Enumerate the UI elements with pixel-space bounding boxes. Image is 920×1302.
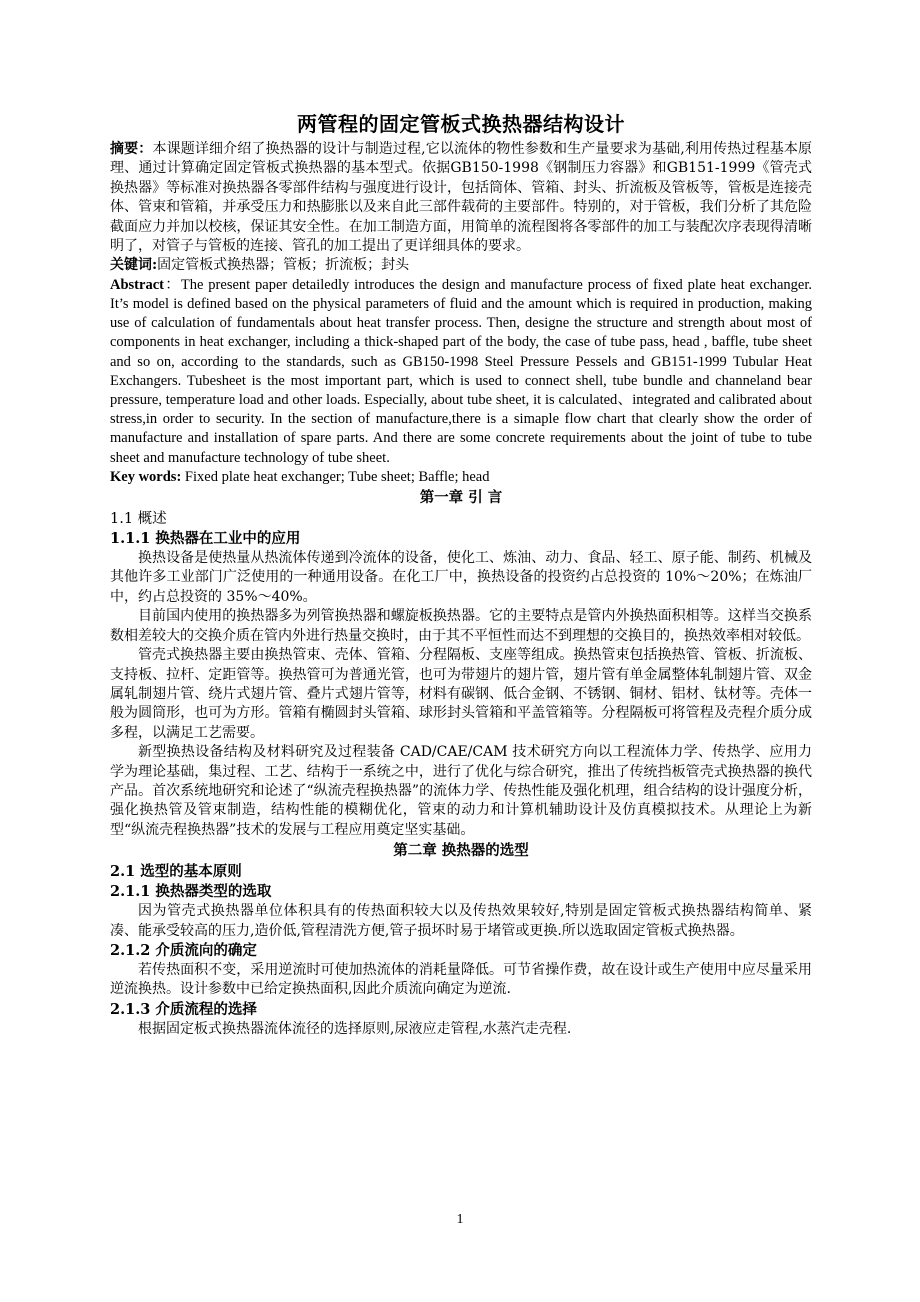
keywords-en-text: Fixed plate heat exchanger; Tube sheet; Baffle; head [181,468,490,485]
keywords-en [110,468,812,487]
section-2-1-2-heading: 2.1.2 介质流向的确定 [110,941,257,959]
chapter1-paragraph-4: 新型换热设备结构及材料研究及过程装备 CAD/CAE/CAM 技术研究方向以工程流体力学、传热学、应用力学为理论基础，集过程、工艺、结构于一系统之中，进行了优化与综合研究，推出了传统挡板管壳式换热器的换代产品。首次系统地研究和论述了“纵流壳程换热器”的流体力学、传热性能及强化机理，组合结构的设计强度分析，强化换热管及管束制造，结构性能的模糊优化，管束的动力和计算机辅助设计及仿真模拟技术。从理论上为新型“纵流壳程换热器”技术的发展与工程应用奠定坚实基础。 [110,744,812,838]
chapter1-paragraph-3: 管壳式换热器主要由换热管束、壳体、管箱、分程隔板、支座等组成。换热管束包括换热管、管板、折流板、支持板、拉杆、定距管等。换热管可为普通光管，也可为带翅片的翅片管，翅片管有单金属整体轧制翅片管、双金属轧制翅片管、绕片式翅片管、叠片式翅片管等，材料有碳钢、低合金钢、不锈钢、铜材、铝材、钛材等。壳体一般为圆筒形，也可为方形。管箱有椭圆封头管箱、球形封头管箱和平盖管箱等。分程隔板可将管程及壳程介质分成多程，以满足工艺需要。 [110,647,812,741]
abstract-en [110,276,812,468]
abstract-en-colon: ： [163,276,181,293]
section-1-1-heading: 1.1 概述 [110,511,167,528]
keywords-cn-text: 固定管板式换热器；管板；折流板；封头 [157,257,410,274]
paper-title: 两管程的固定管板式换热器结构设计 [297,112,625,136]
page-number: 1 [456,1212,464,1227]
keywords-en-label: Key words: [110,468,182,485]
section-1-1-1-heading: 1.1.1 换热器在工业中的应用 [110,530,301,548]
chapter2-paragraph-2: 若传热面积不变，采用逆流时可使加热流体的消耗量降低。可节省操作费，故在设计或生产使用中应尽量采用逆流换热。设计参数中已给定换热面积,因此介质流向确定为逆流. [110,961,812,998]
abstract-cn-text: 本课题详细介绍了换热器的设计与制造过程,它以流体的物性参数和生产量要求为基础,利用传热过程基本原理、通过计算确定固定管板式换热器的基本型式。依据GB150-1998《钢制压力容器》和GB151-1999《管壳式换热器》等标准对换热器各零部件结构与强度进行设计，包括筒体、管箱、封头、折流板及管板等，管板是连接壳体、管束和管箱，并承受压力和热膨胀以及来自此三部件载荷的主要部件。特别的，对于管板，我们分析了其危险截面应力并加以校核，保证其安全性。在加工制造方面，用简单的流程图将各零部件的加工与装配次序表现得清晰明了，对管子与管板的连接、管孔的加工提出了更详细具体的要求。 [110,141,813,255]
abstract-cn-label: 摘要： [110,141,153,157]
abstract-en-text: The present paper detailedly introduces the design and manufacture process of fixed plate heat exchanger. It’s model is defined based on the physical parameters of fluid and the amount which is required in production, making use of calculation of fundamentals about heat transfer process. Then, designe the structure and strength about most of components in heat exchanger, including a thick-shaped part of the body, the case of tube pass, head , baffle, tube sheet and so on, according to the standards, such as GB150-1998 Steel Pressure Pessels and GB151-1999 Tubular Heat Exchangers. Tubesheet is the most important part, which is used to connect shell, tube bundle and channeland bear pressure, temperature load and other loads. Especially, about tube sheet, it is calculated、integrated and calibrated about stress,in order to security. In the section of manufacture,there is a simaple flow chart that clearly show the order of manufacture and installation of spare parts. And there are some concrete requirements about the joint of tube to tube sheet and manufacture technology of tube sheet. [110,276,813,466]
document-page [110,110,812,1039]
abstract-cn [110,140,812,256]
section-2-1-3-heading: 2.1.3 介质流程的选择 [110,1000,257,1018]
chapter1-paragraph-2: 目前国内使用的换热器多为列管换热器和螺旋板换热器。它的主要特点是管内外换热面积相等。这样当交换系数相差较大的交换介质在管内外进行热量交换时，由于其不平恒性而达不到理想的交换目的，换热效率相对较低。 [110,608,812,644]
chapter2-paragraph-1: 因为管壳式换热器单位体积具有的传热面积较大以及传热效果较好,特别是固定管板式换热器结构简单、紧凑、能承受较高的压力,造价低,管程清洗方便,管子损坏时易于堵管或更换.所以选取固定管板式换热器。 [110,903,812,939]
abstract-en-label: Abstract [110,276,164,293]
chapter2-title: 第二章 换热器的选型 [393,842,529,860]
section-2-1-1-heading: 2.1.1 换热器类型的选取 [110,883,272,901]
keywords-cn-label: 关键词: [110,257,158,274]
chapter2-paragraph-3: 根据固定板式换热器流体流径的选择原则,尿液应走管程,水蒸汽走壳程. [138,1020,572,1037]
keywords-cn [110,256,812,275]
chapter1-paragraph-1: 换热设备是使热量从热流体传递到冷流体的设备，使化工、炼油、动力、食品、轻工、原子能、制药、机械及其他许多工业部门广泛使用的一种通用设备。在化工厂中，换热设备的投资约占总投资的 10%～20%；在炼油厂中，约占总投资的 35%～40%。 [110,550,812,605]
section-2-1-heading: 2.1 选型的基本原则 [110,863,242,881]
chapter1-title: 第一章 引 言 [419,489,503,507]
